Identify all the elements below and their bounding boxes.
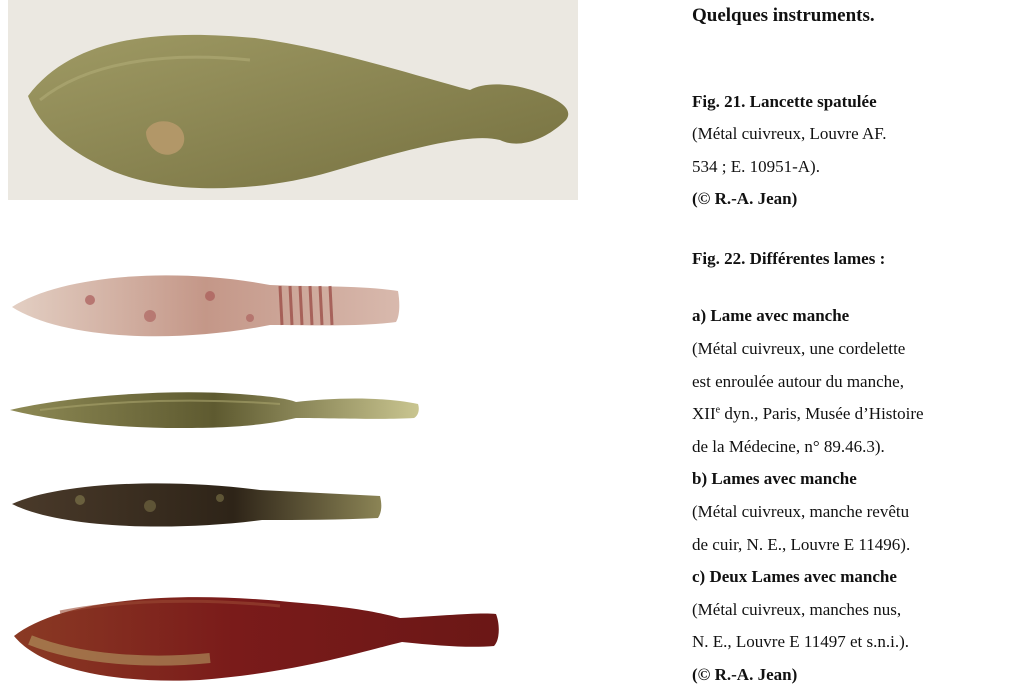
fig22a-desc-3-post: dyn., Paris, Musée d’Histoire [720,404,924,423]
fig22a-desc-3-sup: e [715,404,721,416]
fig22a-desc-3-pre: XII [692,404,716,423]
fig22b-desc-2: de cuir, N. E., Louvre E 11496). [692,535,911,554]
fig22b-desc-1: (Métal cuivreux, manche revêtu [692,502,910,521]
blade-a-photo [12,275,399,336]
fig22a-desc-3 [692,404,924,424]
spatula-photo [8,0,578,200]
fig22b-title: b) Lames avec manche [692,469,857,488]
page-heading: Quelques instruments. [692,5,875,26]
fig22c-credit: (© R.-A. Jean) [692,665,798,684]
fig22c-title: c) Deux Lames avec manche [692,567,897,586]
fig22a-desc-1: (Métal cuivreux, une cordelette [692,339,906,358]
fig22a-desc-2: est enroulée autour du manche, [692,372,904,391]
fig22c-desc-1: (Métal cuivreux, manches nus, [692,600,902,619]
fig21-title: Fig. 21. Lancette spatulée [692,92,877,111]
fig21-desc-1: (Métal cuivreux, Louvre AF. [692,124,887,143]
blade-b-photo [10,392,419,428]
caption-column [692,0,1009,697]
fig22c-desc-2: N. E., Louvre E 11497 et s.n.i.). [692,632,910,651]
fig21-credit: (© R.-A. Jean) [692,189,798,208]
blade-c-photo [12,483,381,526]
fig21-desc-2: 534 ; E. 10951-A). [692,157,820,176]
blade-d-photo [14,597,499,680]
fig22a-title: a) Lame avec manche [692,306,850,325]
fig22-title: Fig. 22. Différentes lames : [692,249,886,268]
fig22a-desc-4: de la Médecine, n° 89.46.3). [692,437,885,456]
